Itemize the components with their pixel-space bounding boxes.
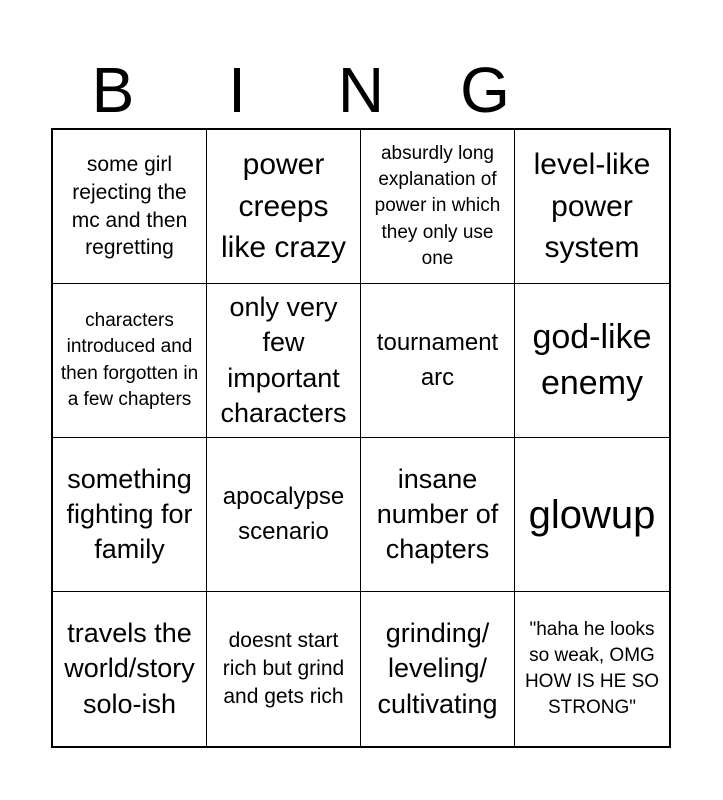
- bingo-cell-12[interactable]: [515, 438, 669, 592]
- bingo-header: [51, 52, 671, 128]
- bingo-cell-3[interactable]: [361, 130, 515, 284]
- bingo-cell-7[interactable]: [361, 284, 515, 438]
- bingo-cell-9[interactable]: [53, 438, 207, 592]
- bingo-cell-4[interactable]: [515, 130, 669, 284]
- bingo-cell-8[interactable]: [515, 284, 669, 438]
- bingo-cell-text: travels the world/story solo-ish: [64, 618, 195, 719]
- bingo-board: [51, 128, 671, 748]
- bingo-cell-text: absurdly long explanation of power in which they only use one: [374, 142, 501, 269]
- bingo-cell-text: tournament arc: [376, 329, 499, 391]
- bingo-cell-text: apocalypse scenario: [222, 483, 345, 545]
- bingo-cell-1[interactable]: [53, 130, 207, 284]
- bingo-cell-text: god-like enemy: [532, 317, 652, 402]
- header-letter-n: N: [337, 54, 385, 126]
- bingo-cell-text: "haha he looks so weak, OMG HOW IS HE SO STRONG": [524, 618, 660, 719]
- bingo-cell-10[interactable]: [207, 438, 361, 592]
- bingo-cell-text: doesnt start rich but grind and gets rich: [222, 629, 345, 708]
- bingo-cell-text: something fighting for family: [66, 463, 193, 565]
- bingo-cell-text: grinding/ leveling/ cultivating: [377, 618, 498, 719]
- bingo-cell-6[interactable]: [207, 284, 361, 438]
- bingo-cell-text: insane number of chapters: [376, 463, 499, 565]
- bingo-cell-15[interactable]: [361, 592, 515, 746]
- bingo-cell-5[interactable]: [53, 284, 207, 438]
- header-letter-b: B: [91, 54, 135, 126]
- bingo-cell-text: only very few important characters: [220, 292, 347, 428]
- bingo-cell-16[interactable]: [515, 592, 669, 746]
- bingo-cell-text: level-like power system: [533, 148, 651, 265]
- bingo-cell-2[interactable]: [207, 130, 361, 284]
- bingo-cell-text: characters introduced and then forgotten in a few chapters: [60, 310, 199, 410]
- bingo-cell-14[interactable]: [207, 592, 361, 746]
- bingo-cell-text: glowup: [528, 492, 656, 537]
- bingo-cell-text: some girl rejecting the mc and then regretting: [71, 153, 188, 260]
- header-letter-i: I: [228, 54, 246, 126]
- bingo-cell-13[interactable]: [53, 592, 207, 746]
- bingo-cell-text: power creeps like crazy: [220, 148, 347, 265]
- header-letter-g: G: [460, 54, 510, 126]
- bingo-cell-11[interactable]: [361, 438, 515, 592]
